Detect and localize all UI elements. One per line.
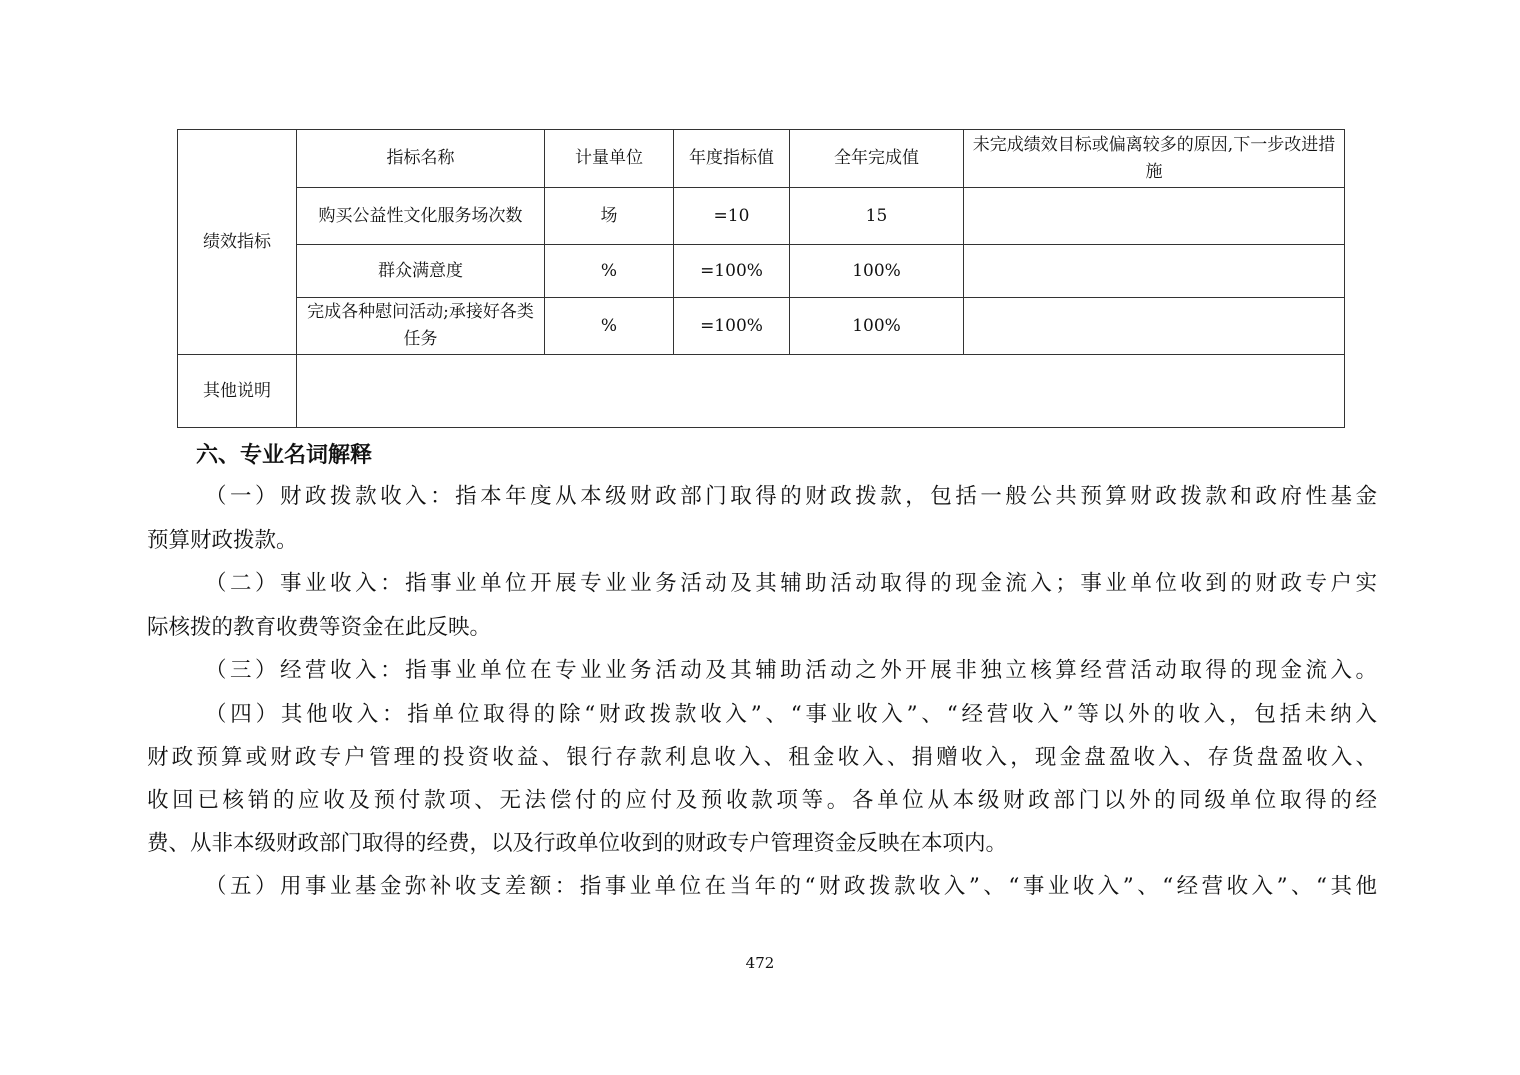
page-number: 472 bbox=[745, 954, 775, 972]
cell-reason bbox=[964, 188, 1345, 245]
paragraph-line: 费、从非本级财政部门取得的经费，以及行政单位收到的财政专户管理资金反映在本项内。 bbox=[147, 831, 1008, 856]
header-reason: 未完成绩效目标或偏离较多的原因,下一步改进措施 bbox=[964, 130, 1345, 188]
cell-actual: 100% bbox=[790, 298, 964, 355]
cell-target: =100% bbox=[674, 298, 790, 355]
cell-target: =10 bbox=[674, 188, 790, 245]
header-annual-actual: 全年完成值 bbox=[790, 130, 964, 188]
cell-indicator-name: 购买公益性文化服务场次数 bbox=[297, 188, 545, 245]
row-label-other: 其他说明 bbox=[178, 355, 297, 428]
cell-indicator-name: 完成各种慰问活动;承接好各类任务 bbox=[297, 298, 545, 355]
header-unit: 计量单位 bbox=[545, 130, 674, 188]
cell-unit: % bbox=[545, 298, 674, 355]
paragraph-line: （五）用事业基金弥补收支差额：指事业单位在当年的“财政拨款收入”、“事业收入”、“经营收入”、“其他 bbox=[205, 874, 1377, 899]
paragraph-line: （二）事业收入：指事业单位开展专业业务活动及其辅助活动取得的现金流入；事业单位收到的财政专户实 bbox=[205, 571, 1377, 596]
paragraph-line: 收回已核销的应收及预付款项、无法偿付的应付及预收款项等。各单位从本级财政部门以外的同级单位取得的经 bbox=[147, 788, 1377, 813]
table-row bbox=[178, 298, 1345, 355]
paragraph-line: 财政预算或财政专户管理的投资收益、银行存款利息收入、租金收入、捐赠收入，现金盘盈收入、存货盘盈收入、 bbox=[147, 745, 1377, 770]
paragraph-line: 际核拨的教育收费等资金在此反映。 bbox=[147, 615, 492, 640]
paragraph-line: 预算财政拨款。 bbox=[147, 528, 298, 553]
header-annual-target: 年度指标值 bbox=[674, 130, 790, 188]
cell-target: =100% bbox=[674, 245, 790, 298]
cell-actual: 100% bbox=[790, 245, 964, 298]
section-heading: 六、专业名词解释 bbox=[196, 443, 373, 468]
header-indicator-name: 指标名称 bbox=[297, 130, 545, 188]
cell-unit: % bbox=[545, 245, 674, 298]
cell-indicator-name: 群众满意度 bbox=[297, 245, 545, 298]
paragraph-line: （一）财政拨款收入：指本年度从本级财政部门取得的财政拨款，包括一般公共预算财政拨款和政府性基金 bbox=[205, 484, 1377, 509]
paragraph-line: （三）经营收入：指事业单位在专业业务活动及其辅助活动之外开展非独立核算经营活动取得的现金流入。 bbox=[205, 658, 1377, 683]
table-row bbox=[178, 245, 1345, 298]
cell-unit: 场 bbox=[545, 188, 674, 245]
cell-reason bbox=[964, 245, 1345, 298]
cell-actual: 15 bbox=[790, 188, 964, 245]
row-label-performance: 绩效指标 bbox=[178, 130, 297, 355]
cell-reason bbox=[964, 298, 1345, 355]
performance-indicator-table bbox=[177, 129, 1345, 428]
other-notes-cell bbox=[297, 355, 1345, 428]
paragraph-line: （四）其他收入：指单位取得的除“财政拨款收入”、“事业收入”、“经营收入”等以外的收入，包括未纳入 bbox=[205, 702, 1377, 727]
table-row bbox=[178, 188, 1345, 245]
